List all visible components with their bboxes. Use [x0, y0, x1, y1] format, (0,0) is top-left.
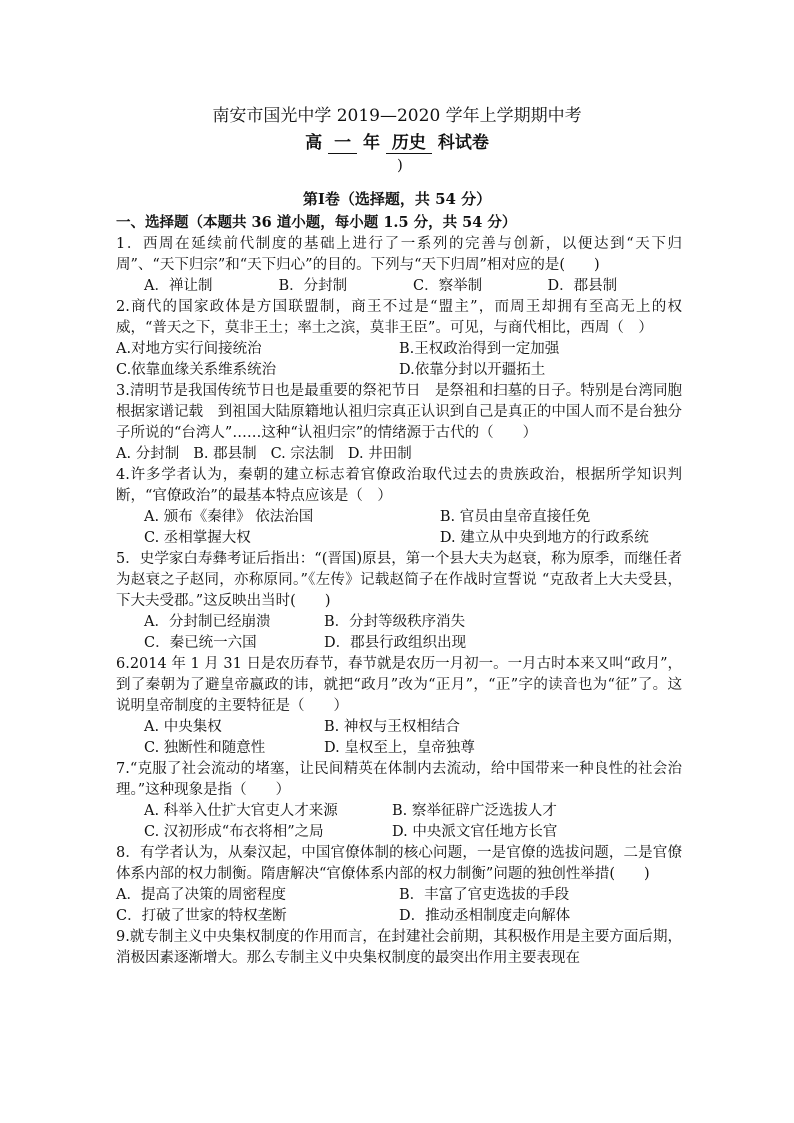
options: [116, 885, 682, 927]
stray-paren: ): [397, 156, 403, 174]
option-b: B. 神权与王权相结合: [324, 719, 460, 735]
option-c: C. 宗法制: [270, 446, 334, 462]
option-d: D．郡县制: [547, 278, 618, 294]
subject-blank: 历史: [386, 128, 432, 154]
option-b: B．分封等级秩序消失: [324, 614, 466, 630]
question-stem: 2.商代的国家政体是方国联盟制，商王不过是“盟主”，而周王却拥有至高无上的权威，“普天之下，莫非王土；率土之滨，莫非王臣”。可见，与商代相比，西周（ ）: [116, 299, 682, 336]
option-a: A．分封制已经崩溃: [144, 614, 271, 630]
question-1: [116, 234, 682, 297]
option-a: A. 中央集权: [144, 719, 222, 735]
question-list: [116, 234, 697, 969]
option-b: B.王权政治得到一定加强: [399, 341, 560, 357]
grade-mid: 年: [363, 133, 380, 153]
grade-prefix: 高: [305, 133, 323, 153]
section-heading: 一、选择题（本题共 36 道小题，每小题 1.5 分，共 54 分）: [116, 214, 517, 231]
question-stem: 1．西周在延续前代制度的基础上进行了一系列的完善与创新，以便达到“天下归周”、“天下归宗”和“天下归心”的目的。下列与“天下归周”相对应的是( ): [116, 236, 682, 273]
question-stem: 4.许多学者认为，秦朝的建立标志着官僚政治取代过去的贵族政治，根据所学知识判断，“官僚政治”的最基本特点应该是（ ）: [116, 467, 682, 504]
question-stem: 6.2014 年 1 月 31 日是农历春节，春节就是农历一月初一。一月古时本来又叫“政月”，到了秦朝为了避皇帝嬴政的讳，就把“政月”改为“正月”，“正”字的读音也为“征”了。这说明皇帝制度的主要特征是（ ）: [116, 656, 682, 714]
question-7: [116, 759, 682, 843]
question-stem: 7.“克服了社会流动的堵塞，让民间精英在体制内去流动，给中国带来一种良性的社会治理。”这种现象是指（ ）: [116, 761, 682, 798]
options: [116, 801, 682, 843]
option-d: D. 井田制: [347, 446, 412, 462]
options: [116, 717, 504, 759]
grade-subject-line: [0, 128, 794, 154]
options: [116, 507, 682, 549]
option-c: C．打破了世家的特权垄断: [116, 908, 287, 924]
option-a: A.对地方实行间接统治: [116, 341, 262, 357]
option-d: D. 中央派文官任地方长官: [392, 824, 558, 840]
question-2: [116, 297, 682, 381]
options: [116, 276, 682, 297]
option-d: D.依靠分封以开疆拓土: [399, 362, 546, 378]
question-5: [116, 549, 682, 654]
option-c: C. 独断性和随意性: [144, 740, 266, 756]
option-b: B. 郡县制: [193, 446, 257, 462]
question-4: [116, 465, 682, 549]
option-a: A．禅让制: [144, 278, 213, 294]
option-a: A. 分封制: [116, 446, 180, 462]
option-a: A．提高了决策的周密程度: [116, 887, 286, 903]
option-c: C. 丞相掌握大权: [144, 530, 251, 546]
volume-title: 第Ⅰ卷（选择题，共 54 分）: [302, 190, 492, 208]
question-stem: 8．有学者认为，从秦汉起，中国官僚体制的核心问题，一是官僚的选拔问题，二是官僚体系内部的权力制衡。隋唐解决“官僚体系内部的权力制衡”问题的独创性举措( ): [116, 845, 682, 882]
option-d: D．推动丞相制度走向解体: [399, 908, 571, 924]
option-c: C. 汉初形成“布衣将相”之局: [144, 824, 324, 840]
option-d: D. 皇权至上，皇帝独尊: [324, 740, 475, 756]
option-b: B. 察举征辟广泛选拔人才: [392, 803, 557, 819]
option-b: B．分封制: [278, 278, 348, 294]
option-a: A. 颁布《秦律》 依法治国: [144, 509, 314, 525]
option-c: C.依靠血缘关系维系统治: [116, 362, 277, 378]
options: [116, 339, 682, 381]
option-b: B．丰富了官吏选拔的手段: [399, 887, 570, 903]
question-6: [116, 654, 682, 759]
options: [116, 612, 504, 654]
option-d: D．郡县行政组织出现: [324, 635, 467, 651]
question-stem: 9.就专制主义中央集权制度的作用而言，在封建社会前期，其积极作用是主要方面后期，消极因素逐渐增大。那么专制主义中央集权制度的最突出作用主要表现在: [116, 929, 682, 966]
option-c: C．察举制: [413, 278, 483, 294]
question-9: [116, 927, 682, 969]
option-d: D. 建立从中央到地方的行政系统: [439, 530, 649, 546]
question-stem: 3.清明节是我国传统节日也是最重要的祭祀节日 是祭祖和扫墓的日子。特别是台湾同胞 根据家谱记载 到祖国大陆原籍地认祖归宗真正认识到自己是真正的中国人而不是台独分子所说的“台湾人”……这种“认祖归宗”的情绪源于古代的（ ）: [116, 383, 697, 441]
option-b: B. 官员由皇帝直接任免: [439, 509, 591, 525]
options: [116, 444, 682, 465]
grade-blank: 一: [328, 128, 357, 154]
option-c: C．秦已统一六国: [144, 635, 257, 651]
question-3: [116, 381, 697, 465]
question-8: [116, 843, 682, 927]
question-stem: 5．史学家白寿彝考证后指出：“(晋国)原县，第一个县大夫为赵衰，称为原季，而继任者为赵衰之子赵同，亦称原同。”《左传》记载赵简子在作战时宣誓说 “克敌者上大夫受县，下大夫受郡。”这反映出当时( ): [116, 551, 682, 609]
grade-suffix: 科试卷: [437, 133, 489, 153]
option-a: A. 科举入仕扩大官吏人才来源: [144, 803, 338, 819]
school-title: 南安市国光中学 2019—2020 学年上学期期中考: [212, 106, 582, 126]
